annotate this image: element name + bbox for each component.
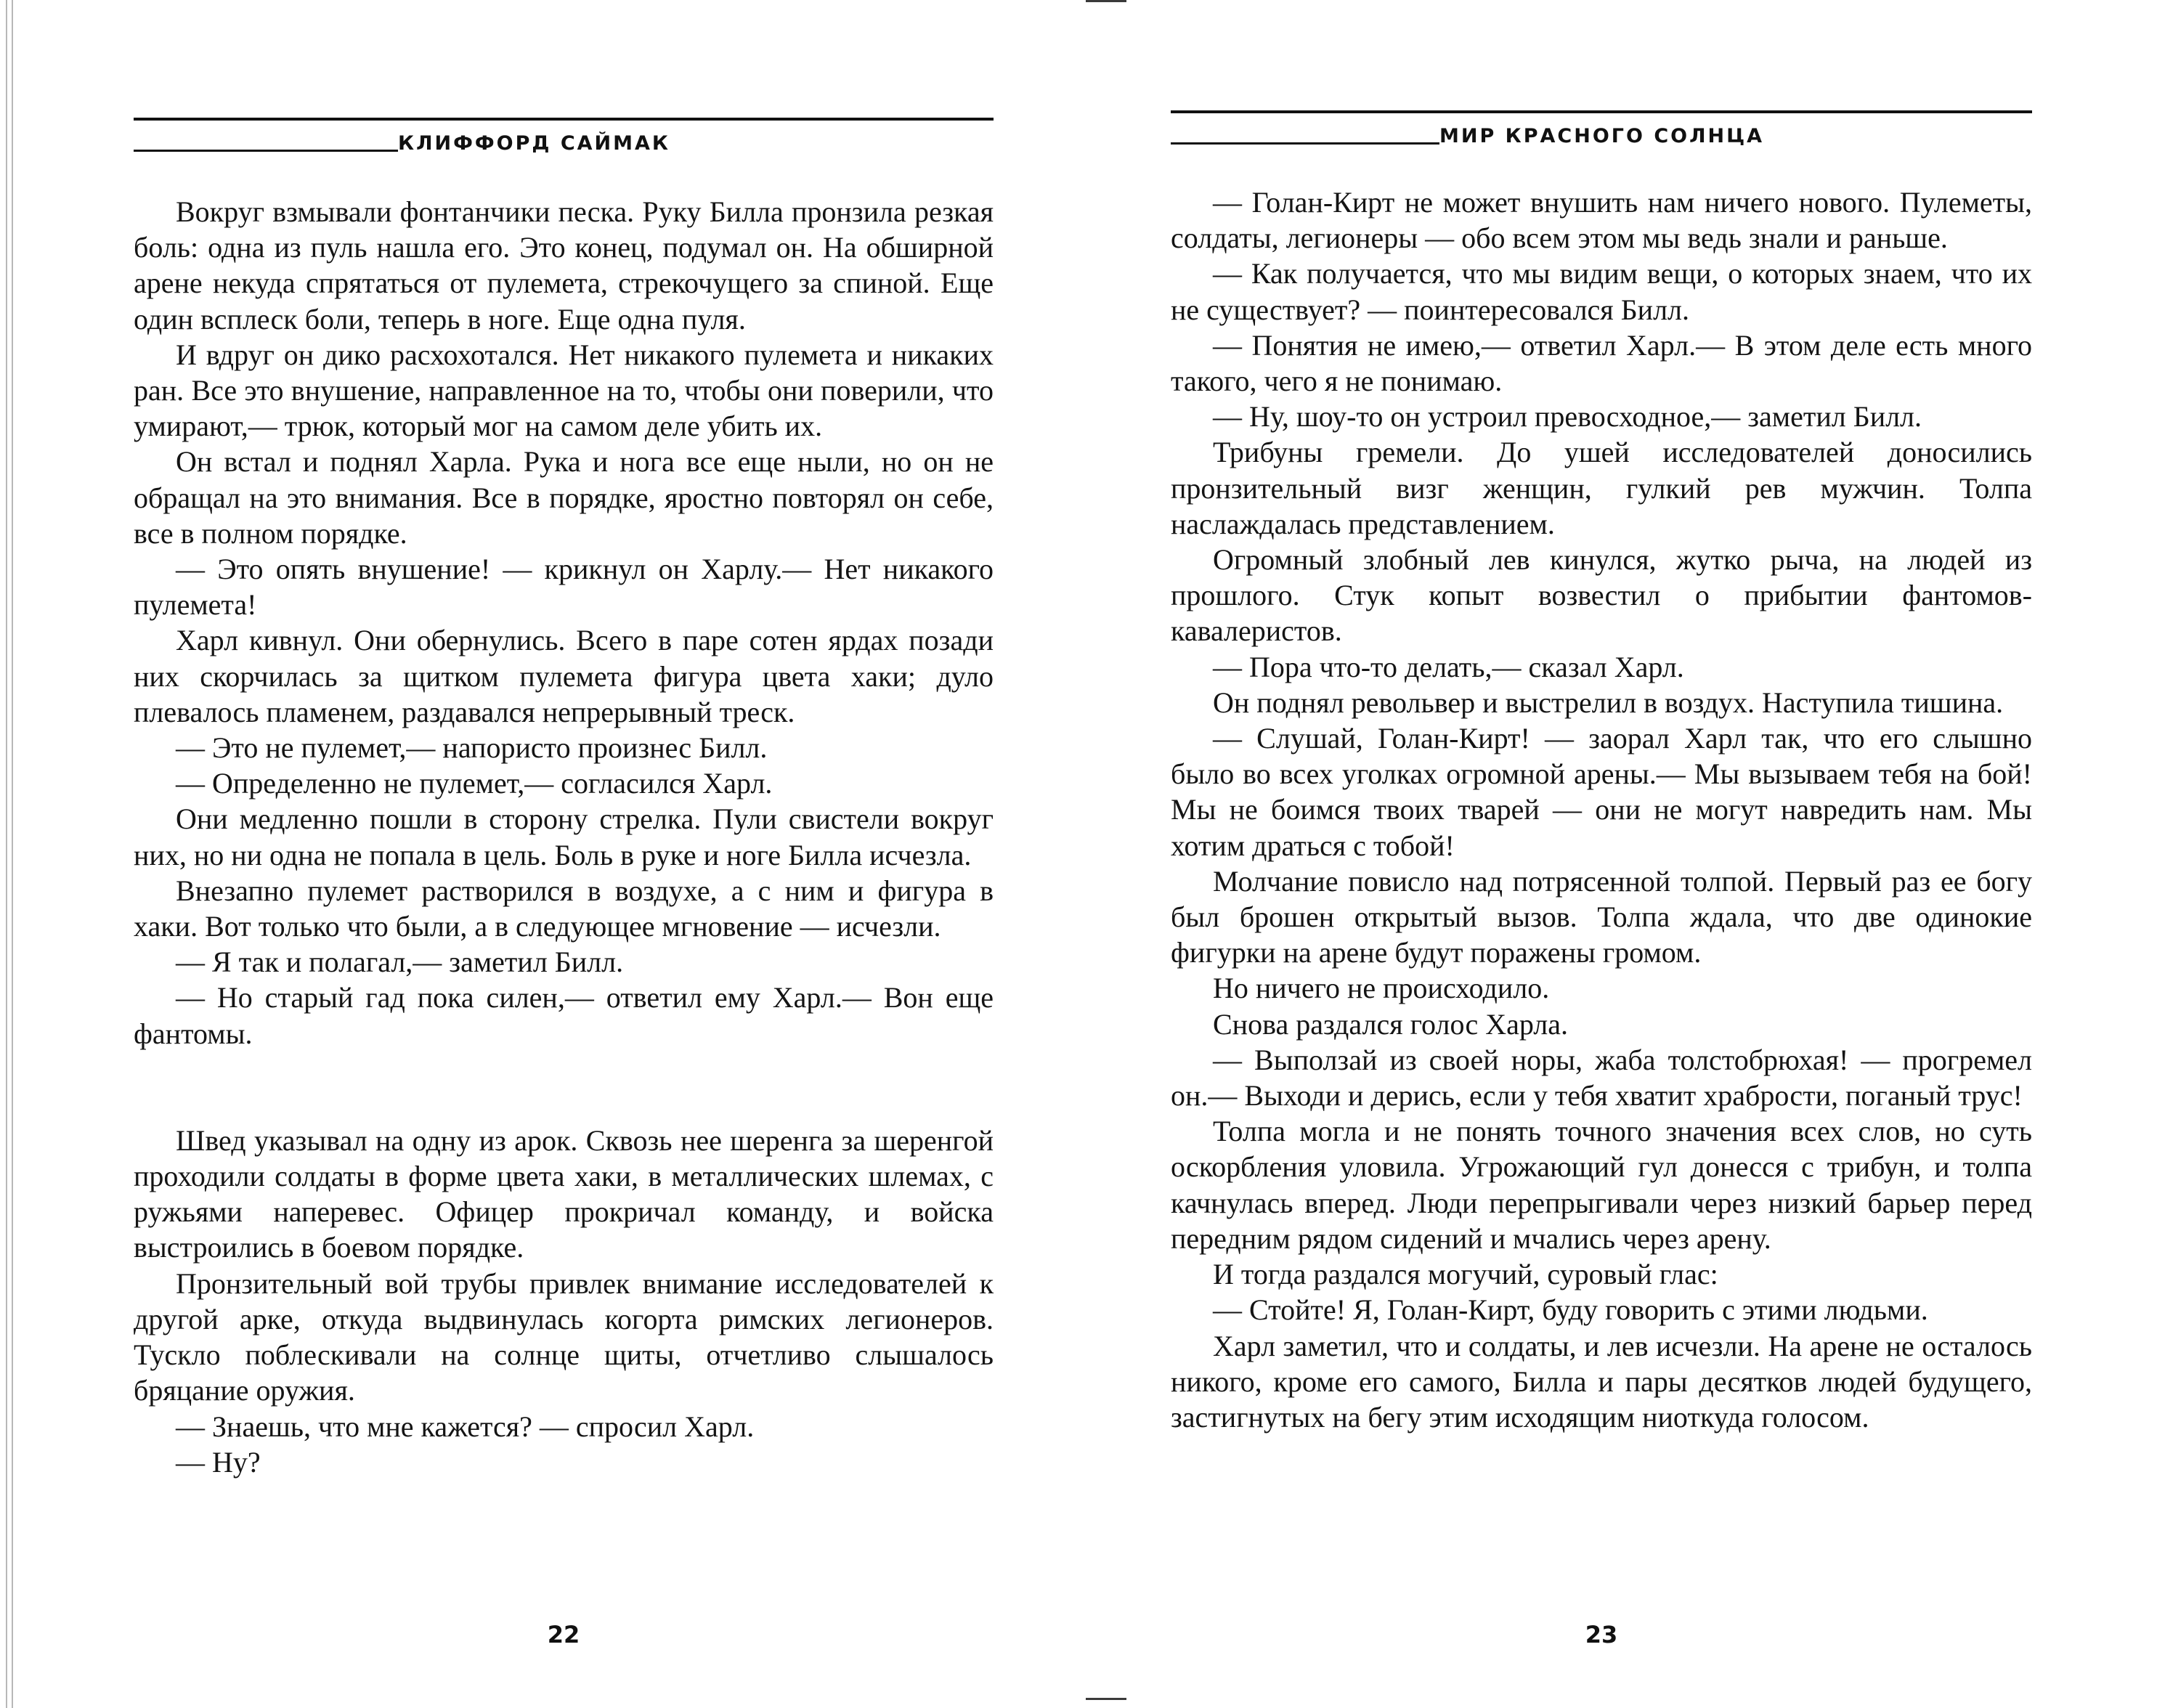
scan-edge-shadow: [12, 0, 13, 1708]
header-rule-short: [134, 150, 398, 152]
paragraph: Они медленно пошли в сторону стрелка. Пули свистели вокруг них, но ни одна не попала в цель. Боль в руке и ноге Билла исчезла.: [134, 802, 994, 871]
page-number: 23: [1585, 1621, 1618, 1648]
paragraph: Толпа могла и не понять точного значения всех слов, но суть оскорбления уловила. Угрожающий гул донесся с трибун, и толпа качнулась вперед. Люди перепрыгивали через низкий барьер перед передним рядом сидений и мчались через арену.: [1171, 1115, 2032, 1255]
header-rule-short: [1171, 142, 1439, 145]
header-rule: [1171, 110, 2032, 113]
paragraph: Швед указывал на одну из арок. Сквозь нее шеренга за шеренгой проходили солдаты в форме цвета хаки, в металлических шлемах, с ружьями наперевес. Офицер прокричал команду, и войска выстроились в боевом порядке.: [134, 1123, 994, 1264]
paragraph: — Голан-Кирт не может внушить нам ничего нового. Пулеметы, солдаты, легионеры — обо всем этом мы ведь знали и раньше.: [1171, 186, 2032, 255]
paragraph: — Я так и полагал,— заметил Билл.: [176, 946, 624, 979]
paragraph: — Ну, шоу-то он устроил превосходное,— заметил Билл.: [1213, 400, 1922, 434]
scan-edge-shadow: [6, 0, 7, 1708]
paragraph: — Пора что-то делать,— сказал Харл.: [1213, 650, 1684, 683]
paragraph: Внезапно пулемет растворился в воздухе, а с ним и фигура в хаки. Вот только что были, а в следующее мгновение — исчезли.: [134, 874, 994, 943]
paragraph: Он поднял револьвер и выстрелил в воздух. Наступила тишина.: [1213, 686, 2004, 719]
paragraph: Огромный злобный лев кинулся, жутко рыча, на людей из прошлого. Стук копыт возвестил о прибытии фантомов-кавалеристов.: [1171, 543, 2032, 648]
paragraph: И вдруг он дико расхохотался. Нет никакого пулемета и никаких ран. Все это внушение, направленное на то, чтобы они поверили, что умирают,— трюк, который мог на самом деле убить их.: [134, 338, 994, 443]
paragraph: Снова раздался голос Харла.: [1213, 1007, 1569, 1041]
running-head: [1171, 110, 2032, 150]
paragraph: Вокруг взмывали фонтанчики песка. Руку Билла пронзила резкая боль: одна из пуль нашла его. Это конец, подумал он. На обширной арене некуда спрятаться от пулемета, стрекочущего за спиной. Еще один всплеск боли, теперь в ноге. Еще одна пуля.: [134, 195, 994, 336]
paragraph: — Ну?: [176, 1445, 261, 1479]
body-text: [1171, 184, 2032, 1435]
running-head-title: КЛИФФОРД САЙМАК: [398, 132, 670, 155]
paragraph: Харл кивнул. Они обернулись. Всего в паре сотен ярдах позади них скорчилась за щитком пулемета фигура цвета хаки; дуло плевалось пламенем, раздавался непрерывный треск.: [134, 624, 994, 728]
paragraph: — Это опять внушение! — крикнул он Харлу.— Нет никакого пулемета!: [134, 553, 994, 622]
paragraph: Трибуны гремели. До ушей исследователей доносились пронзительный визг женщин, гулкий рев мужчин. Толпа наслаждалась представлением.: [1171, 436, 2032, 540]
paragraph: — Как получается, что мы видим вещи, о которых знаем, что их не существует? — поинтересовался Билл.: [1171, 257, 2032, 326]
running-head-title: МИР КРАСНОГО СОЛНЦА: [1439, 125, 1765, 147]
running-head: [134, 118, 994, 157]
paragraph: Пронзительный вой трубы привлек внимание исследователей к другой арке, откуда выдвинулась когорта римских легионеров. Тускло поблескивали на солнце щиты, отчетливо слышалось бряцание оружия.: [134, 1266, 994, 1407]
paragraph: — Выползай из своей норы, жаба толстобрюхая! — прогремел он.— Выходи и дерись, если у тебя хватит храбрости, поганый трус!: [1171, 1043, 2032, 1113]
paragraph: — Понятия не имею,— ответил Харл.— В этом деле есть много такого, чего я не понимаю.: [1171, 328, 2032, 398]
paragraph: — Это не пулемет,— напористо произнес Билл.: [176, 731, 768, 765]
paragraph: Харл заметил, что и солдаты, и лев исчезли. На арене не осталось никого, кроме его самого, Билла и пары десятков людей будущего, застигнутых на бегу этим исходящим ниоткуда голосом.: [1171, 1329, 2032, 1434]
paragraph: И тогда раздался могучий, суровый глас:: [1213, 1258, 1718, 1291]
right-page: [1171, 0, 2032, 1708]
scene-break: [134, 1052, 994, 1123]
left-page: [134, 0, 994, 1708]
paragraph: — Определенно не пулемет,— согласился Харл.: [176, 767, 773, 800]
paragraph: — Слушай, Голан-Кирт! — заорал Харл так, что его слышно было во всех уголках огромной арены.— Мы вызываем тебя на бой! Мы не боимся твоих тварей — они не могут навредить нам. Мы хотим драться с тобой!: [1171, 722, 2032, 862]
gutter-mark-bottom: [1086, 1698, 1126, 1700]
paragraph: — Стойте! Я, Голан-Кирт, буду говорить с этими людьми.: [1213, 1293, 1928, 1327]
page-number: 22: [547, 1621, 580, 1648]
header-rule: [134, 118, 994, 121]
body-text: [134, 194, 994, 1480]
gutter-mark-top: [1086, 0, 1126, 2]
paragraph: — Знаешь, что мне кажется? — спросил Харл.: [176, 1410, 755, 1443]
paragraph: Но ничего не происходило.: [1213, 972, 1550, 1005]
paragraph: — Но старый гад пока силен,— ответил ему Харл.— Вон еще фантомы.: [134, 981, 994, 1050]
paragraph: Он встал и поднял Харла. Рука и нога все еще ныли, но он не обращал на это внимания. Все в порядке, яростно повторял он себе, все в полном порядке.: [134, 445, 994, 550]
paragraph: Молчание повисло над потрясенной толпой. Первый раз ее богу был брошен открытый вызов. Толпа ждала, что две одинокие фигурки на арене будут поражены громом.: [1171, 864, 2032, 969]
